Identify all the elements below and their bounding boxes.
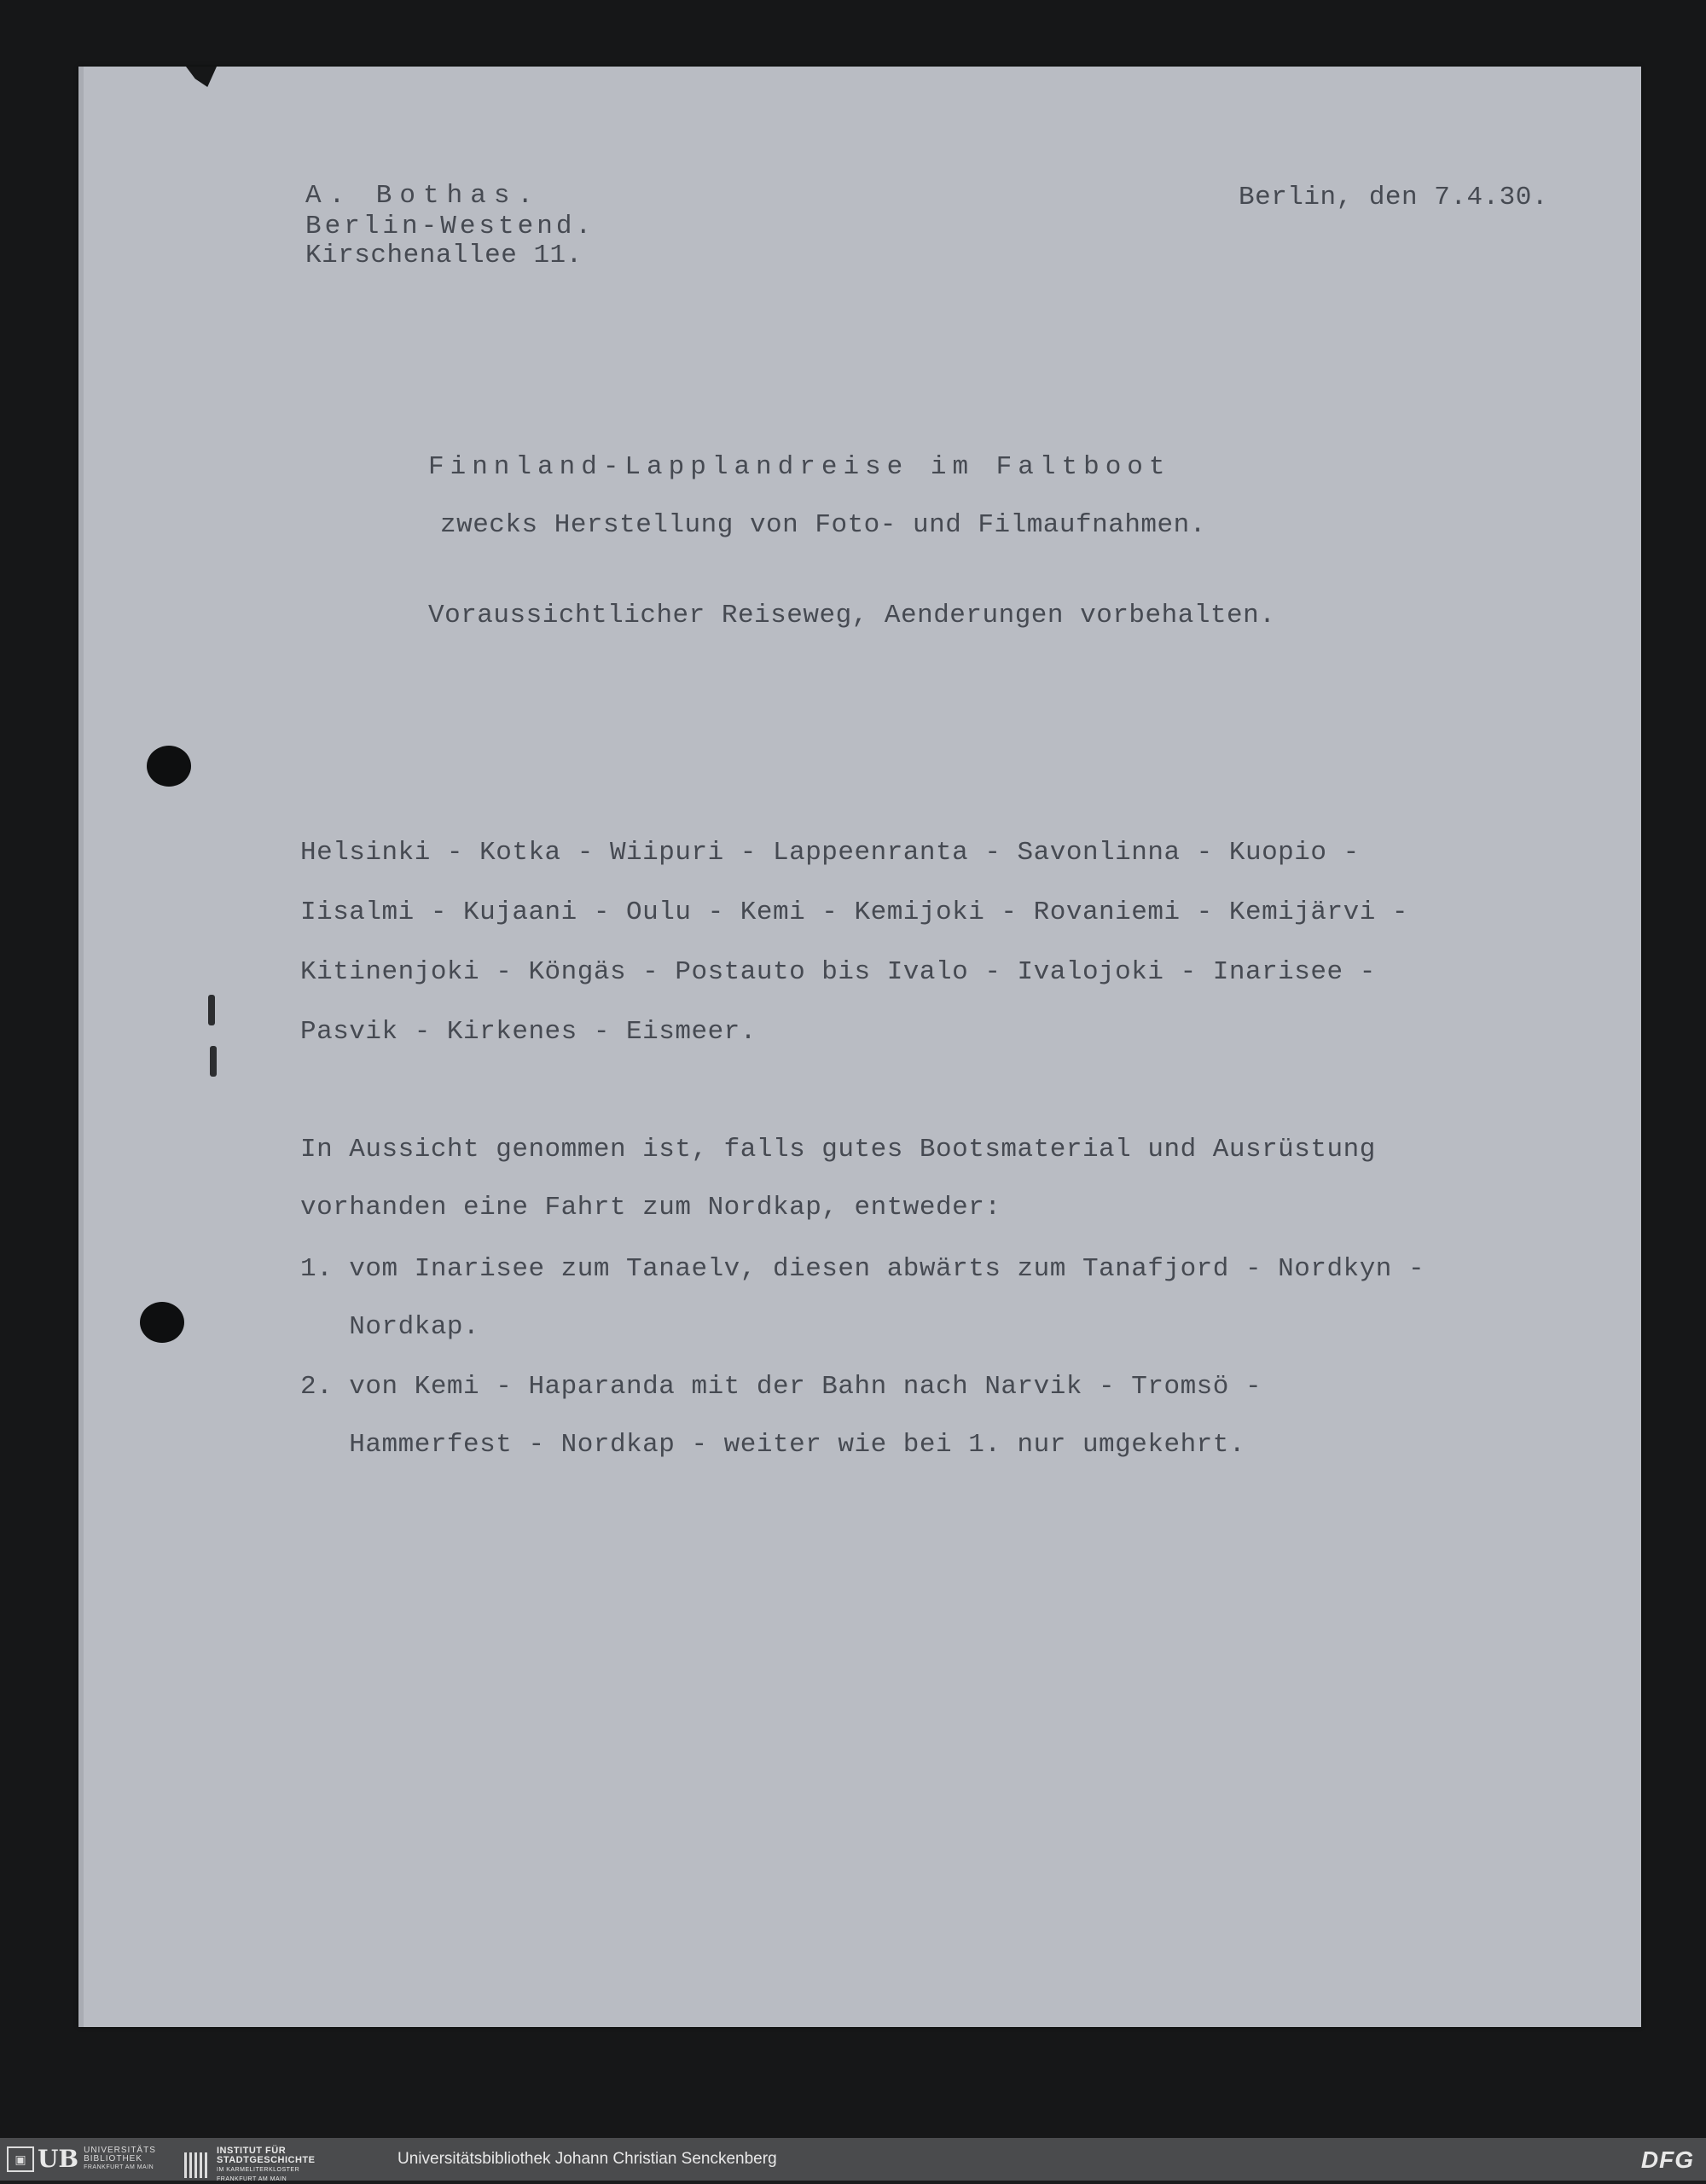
option-2-line: Hammerfest - Nordkap - weiter wie bei 1. nur umgekehrt. bbox=[300, 1430, 1245, 1460]
paper-edge bbox=[78, 67, 84, 2027]
dfg-logo: DFG bbox=[1640, 2146, 1694, 2173]
ub-letters: UB bbox=[38, 2145, 79, 2173]
library-credit: Universitätsbibliothek Johann Christian Senckenberg bbox=[397, 2150, 777, 2168]
sender-street: Kirschenallee 11. bbox=[305, 241, 583, 270]
plan-line: In Aussicht genommen ist, falls gutes Bootsmaterial und Ausrüstung bbox=[300, 1135, 1376, 1165]
ub-seal-icon: ▣ bbox=[7, 2146, 34, 2172]
ub-logo bbox=[7, 2146, 156, 2172]
date-line: Berlin, den 7.4.30. bbox=[1239, 183, 1548, 212]
staple-mark bbox=[210, 1046, 217, 1077]
paper-tear bbox=[186, 67, 217, 87]
inst-line-1: INSTITUT FÜR bbox=[217, 2146, 287, 2156]
institute-logo bbox=[184, 2146, 315, 2184]
ub-text bbox=[84, 2146, 156, 2172]
sender-name: A. Bothas. bbox=[305, 181, 542, 211]
plan-line: vorhanden eine Fahrt zum Nordkap, entweder: bbox=[300, 1193, 1001, 1223]
title-line-3: Voraussichtlicher Reiseweg, Aenderungen vorbehalten. bbox=[428, 601, 1276, 630]
punch-hole-top bbox=[147, 746, 191, 787]
title-line-1: Finnland-Lapplandreise im Faltboot bbox=[428, 452, 1171, 482]
route-line: Iisalmi - Kujaani - Oulu - Kemi - Kemijoki - Rovaniemi - Kemijärvi - bbox=[300, 897, 1409, 927]
route-line: Helsinki - Kotka - Wiipuri - Lappeenranta - Savonlinna - Kuopio - bbox=[300, 838, 1360, 868]
route-line: Pasvik - Kirkenes - Eismeer. bbox=[300, 1017, 757, 1047]
ub-line-3: FRANKFURT AM MAIN bbox=[84, 2164, 154, 2170]
option-1-line: 1. vom Inarisee zum Tanaelv, diesen abwärts zum Tanafjord - Nordkyn - bbox=[300, 1254, 1425, 1284]
option-2-line: 2. von Kemi - Haparanda mit der Bahn nach Narvik - Tromsö - bbox=[300, 1372, 1262, 1402]
inst-line-2: STADTGESCHICHTE bbox=[217, 2155, 316, 2165]
title-line-2: zwecks Herstellung von Foto- und Filmaufnahmen. bbox=[440, 510, 1206, 540]
option-1-line: Nordkap. bbox=[300, 1312, 480, 1342]
inst-line-3: IM KARMELITERKLOSTER bbox=[217, 2167, 300, 2173]
sender-city: Berlin-Westend. bbox=[305, 212, 595, 241]
staple-mark bbox=[208, 995, 215, 1025]
institute-columns-icon bbox=[184, 2152, 210, 2178]
institute-text bbox=[217, 2146, 315, 2184]
ub-line-1: UNIVERSITÄTS bbox=[84, 2146, 156, 2155]
ub-line-2: BIBLIOTHEK bbox=[84, 2154, 142, 2164]
archive-footer bbox=[0, 2138, 1706, 2181]
inst-line-4: FRANKFURT AM MAIN bbox=[217, 2176, 287, 2182]
letter-page bbox=[78, 67, 1641, 2027]
route-line: Kitinenjoki - Köngäs - Postauto bis Ivalo - Ivalojoki - Inarisee - bbox=[300, 957, 1376, 987]
punch-hole-bottom bbox=[140, 1302, 184, 1343]
